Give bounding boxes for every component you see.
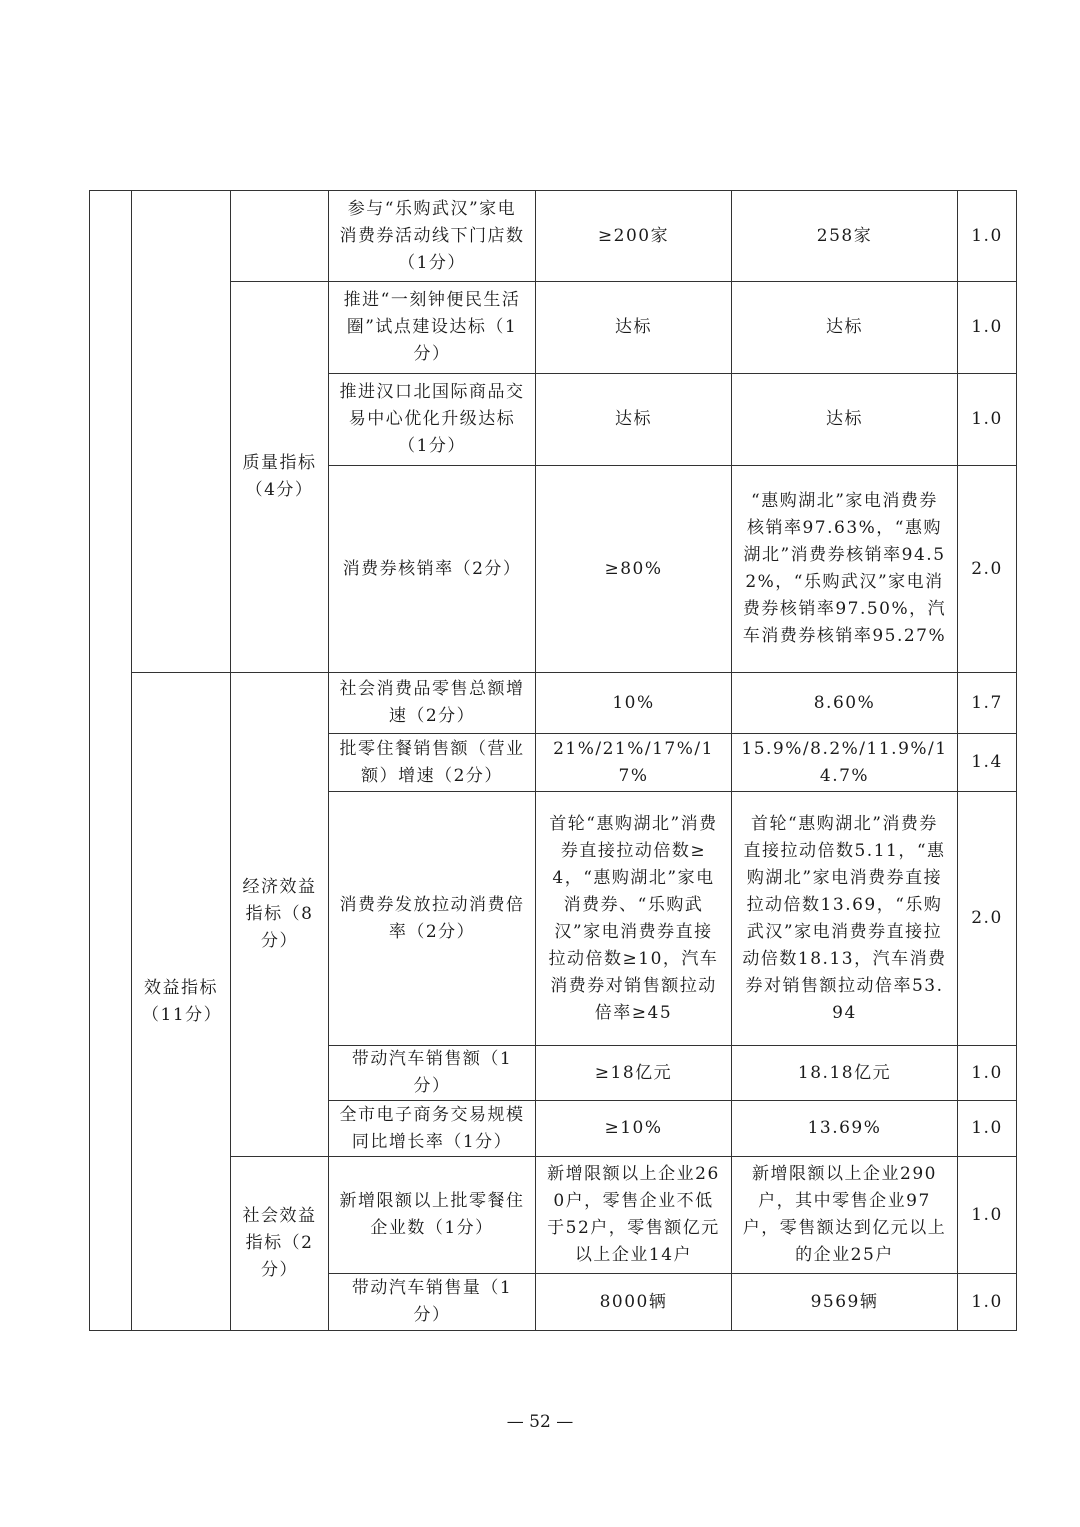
indicator-cell: 推进“一刻钟便民生活圈”试点建设达标（1分） (329, 282, 536, 374)
target-cell: ≥80% (536, 466, 732, 673)
indicator-cell: 社会消费品零售总额增速（2分） (329, 673, 536, 734)
actual-cell: 258家 (732, 191, 958, 282)
target-cell: 10% (536, 673, 732, 734)
table-row (90, 673, 1017, 734)
indicator-cell: 带动汽车销售量（1分） (329, 1274, 536, 1331)
score-cell: 1.0 (958, 191, 1017, 282)
target-cell: 8000辆 (536, 1274, 732, 1331)
target-cell: ≥18亿元 (536, 1046, 732, 1101)
subcategory-cell-quality: 质量指标（4分） (231, 282, 329, 673)
actual-cell: 13.69% (732, 1101, 958, 1157)
table-row (90, 191, 1017, 282)
actual-cell: 新增限额以上企业290户，其中零售企业97户，零售额达到亿元以上的企业25户 (732, 1157, 958, 1274)
indicator-cell: 消费券发放拉动消费倍率（2分） (329, 792, 536, 1046)
performance-indicator-table (89, 190, 1017, 1331)
level3-blank-cell (231, 191, 329, 282)
target-cell: 达标 (536, 282, 732, 374)
score-cell: 1.0 (958, 1274, 1017, 1331)
page-number: — 52 — (506, 1412, 574, 1432)
indicator-cell: 消费券核销率（2分） (329, 466, 536, 673)
indicator-cell: 带动汽车销售额（1分） (329, 1046, 536, 1101)
level1-blank-cell (90, 191, 132, 1331)
subcategory-cell-social: 社会效益指标（2分） (231, 1157, 329, 1331)
indicator-cell: 新增限额以上批零餐住企业数（1分） (329, 1157, 536, 1274)
target-cell: 21%/21%/17%/17% (536, 734, 732, 792)
indicator-cell: 批零住餐销售额（营业额）增速（2分） (329, 734, 536, 792)
actual-cell: 首轮“惠购湖北”消费券直接拉动倍数5.11，“惠购湖北”家电消费券直接拉动倍数13.69，“乐购武汉”家电消费券直接拉动倍数18.13，汽车消费券对销售额拉动倍率53.94 (732, 792, 958, 1046)
actual-cell: 9569辆 (732, 1274, 958, 1331)
score-cell: 1.0 (958, 374, 1017, 466)
target-cell: 首轮“惠购湖北”消费券直接拉动倍数≥4，“惠购湖北”家电消费券、“乐购武汉”家电消费券直接拉动倍数≥10，汽车消费券对销售额拉动倍率≥45 (536, 792, 732, 1046)
actual-cell: “惠购湖北”家电消费券核销率97.63%，“惠购湖北”消费券核销率94.52%，“乐购武汉”家电消费券核销率97.50%，汽车消费券核销率95.27% (732, 466, 958, 673)
indicator-cell: 参与“乐购武汉”家电消费券活动线下门店数（1分） (329, 191, 536, 282)
actual-cell: 8.60% (732, 673, 958, 734)
score-cell: 2.0 (958, 466, 1017, 673)
actual-cell: 达标 (732, 374, 958, 466)
target-cell: 达标 (536, 374, 732, 466)
target-cell: ≥200家 (536, 191, 732, 282)
score-cell: 1.4 (958, 734, 1017, 792)
score-cell: 1.0 (958, 282, 1017, 374)
score-cell: 1.0 (958, 1157, 1017, 1274)
actual-cell: 达标 (732, 282, 958, 374)
level2-blank-cell (132, 191, 231, 673)
actual-cell: 18.18亿元 (732, 1046, 958, 1101)
score-cell: 1.0 (958, 1101, 1017, 1157)
score-cell: 1.7 (958, 673, 1017, 734)
subcategory-cell-economic: 经济效益指标（8分） (231, 673, 329, 1157)
category-cell-benefit: 效益指标（11分） (132, 673, 231, 1331)
actual-cell: 15.9%/8.2%/11.9%/14.7% (732, 734, 958, 792)
indicator-cell: 推进汉口北国际商品交易中心优化升级达标（1分） (329, 374, 536, 466)
score-cell: 1.0 (958, 1046, 1017, 1101)
score-cell: 2.0 (958, 792, 1017, 1046)
target-cell: ≥10% (536, 1101, 732, 1157)
indicator-cell: 全市电子商务交易规模同比增长率（1分） (329, 1101, 536, 1157)
target-cell: 新增限额以上企业260户，零售企业不低于52户，零售额亿元以上企业14户 (536, 1157, 732, 1274)
